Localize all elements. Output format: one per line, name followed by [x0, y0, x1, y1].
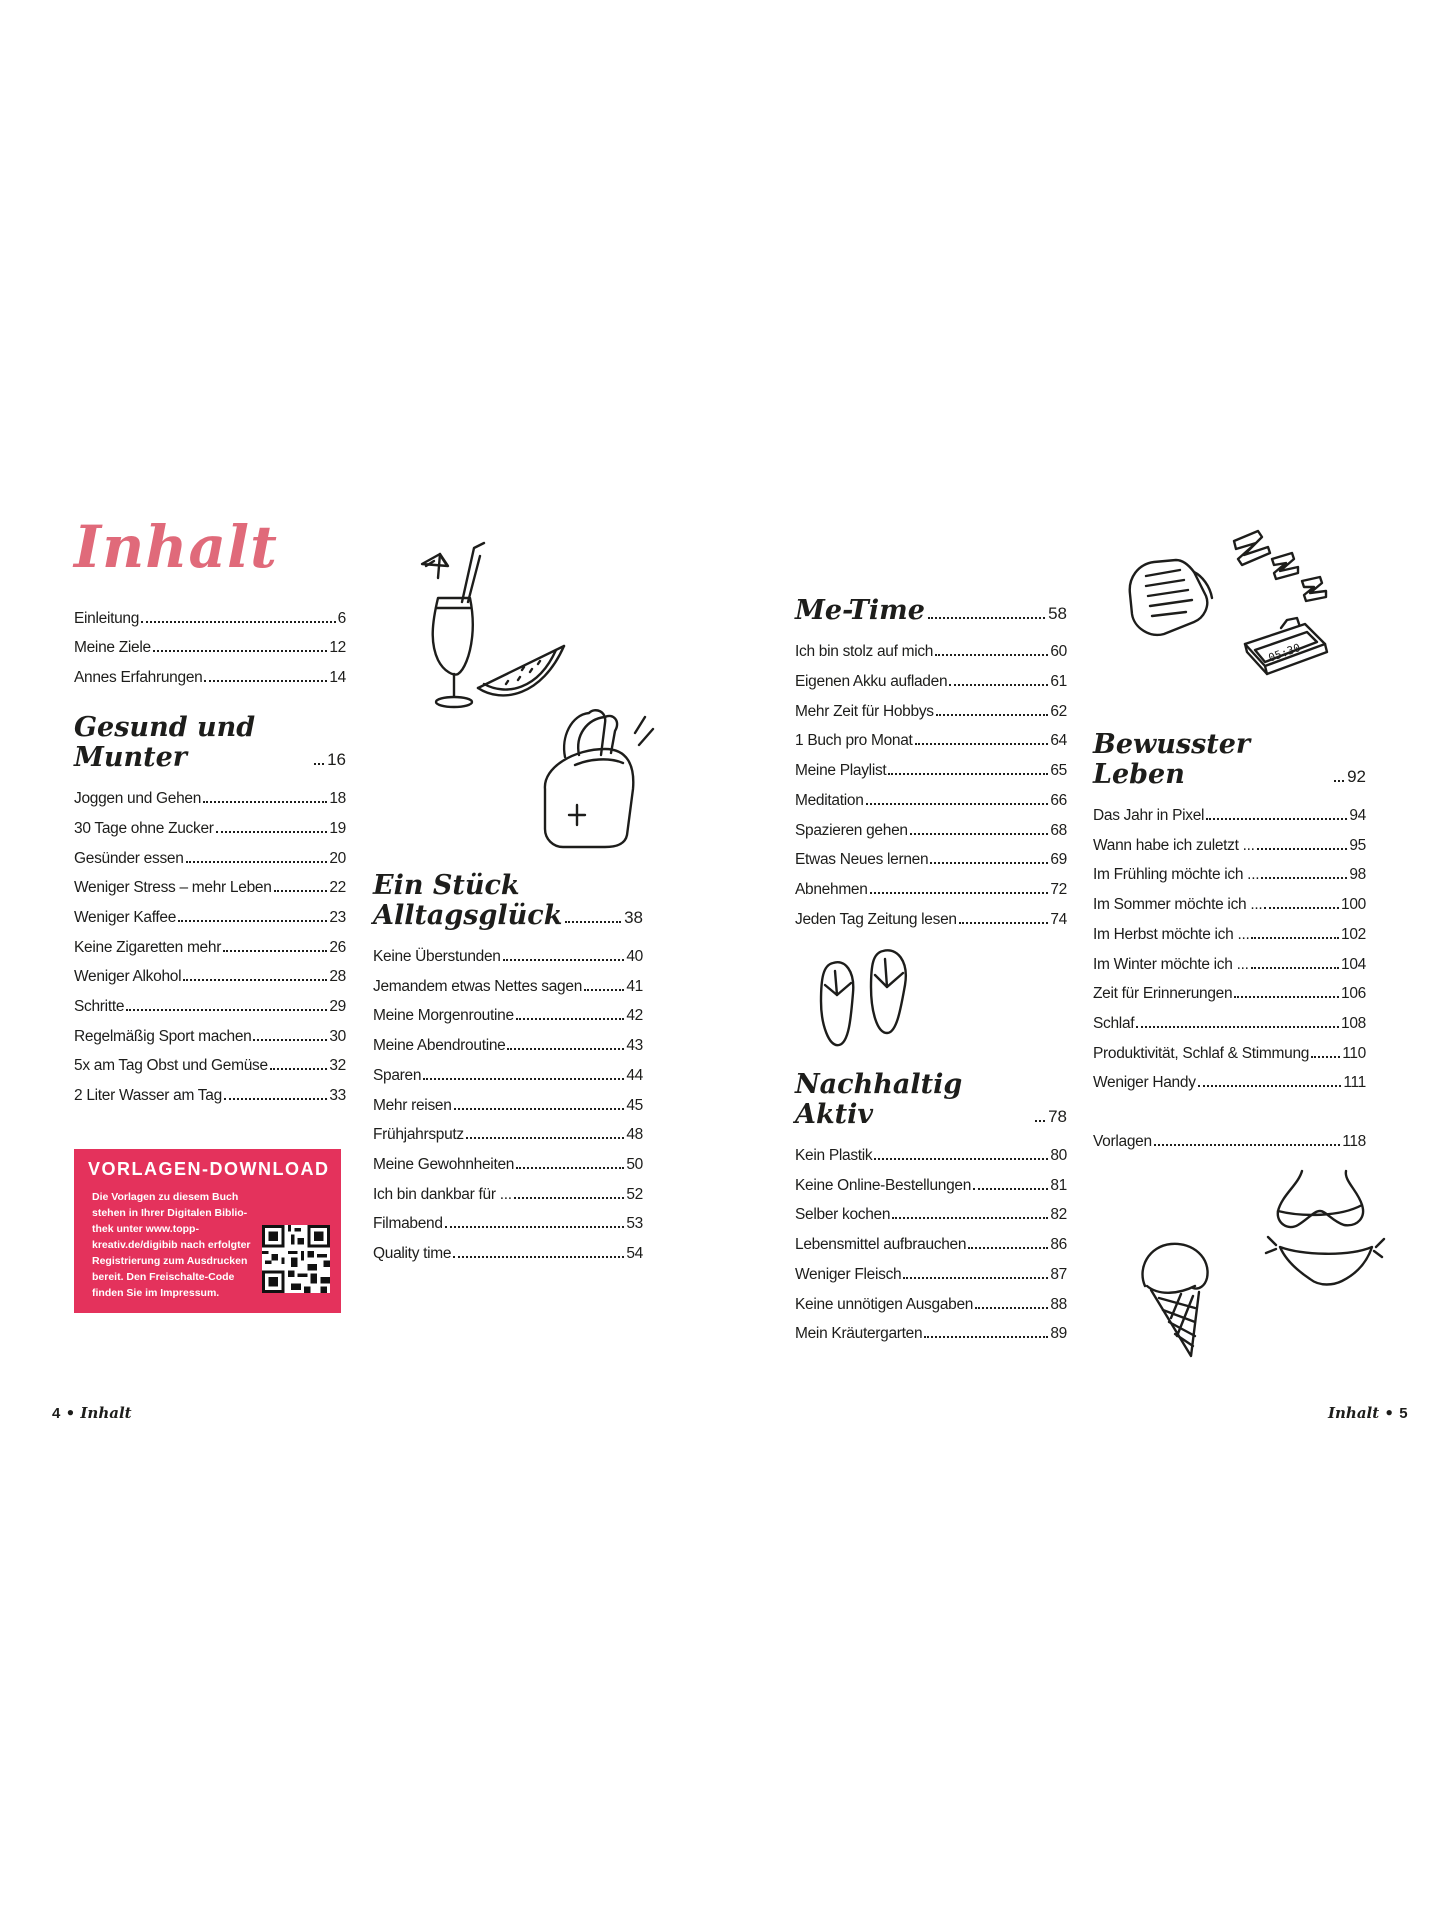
leader-dots: [224, 1098, 327, 1100]
entry-title: Gesünder essen: [74, 849, 184, 867]
toc-entry[interactable]: [373, 1025, 643, 1055]
entry-page: 72: [1050, 880, 1067, 898]
section-list-nachhaltig: [795, 1135, 1067, 1343]
leader-dots: [973, 1188, 1048, 1190]
leader-dots: [516, 1167, 624, 1169]
entry-title: Schritte: [74, 997, 125, 1015]
leader-dots: [910, 833, 1049, 835]
entry-title: Weniger Kaffee: [74, 908, 177, 926]
toc-entry[interactable]: [1093, 974, 1366, 1004]
entry-title: Im Winter möchte ich ...: [1093, 955, 1249, 973]
entry-page: 52: [626, 1185, 643, 1203]
leader-dots: [216, 831, 328, 833]
ice-cream-icon: [1135, 1238, 1215, 1363]
leader-dots: [466, 1137, 624, 1139]
entry-title: Meine Ziele: [74, 639, 151, 657]
footer-left-label: Inhalt: [80, 1404, 132, 1422]
watermelon-icon: [472, 638, 572, 713]
leader-dots: [223, 950, 327, 952]
entry-title: Produktivität, Schlaf & Stimmung: [1093, 1044, 1310, 1062]
entry-page: 86: [1050, 1236, 1067, 1254]
entry-page: 82: [1050, 1206, 1067, 1224]
toc-entry[interactable]: [795, 1284, 1067, 1314]
toc-column-1: [74, 513, 346, 1105]
entry-title: Meine Playlist: [795, 762, 887, 780]
leader-dots: [1198, 1085, 1342, 1087]
section-title: Nachhaltig Aktiv: [795, 1069, 963, 1130]
entry-title: Meine Gewohnheiten: [373, 1155, 515, 1173]
toc-column-4: [1093, 730, 1366, 1151]
section-list-metime: [795, 632, 1067, 929]
entry-page: 106: [1341, 985, 1366, 1003]
entry-page: 40: [626, 948, 643, 966]
section-heading-alltag[interactable]: [373, 871, 643, 930]
leader-dots: [1261, 877, 1347, 879]
intro-list: [74, 598, 346, 687]
section-heading-gesund[interactable]: [74, 713, 346, 772]
download-text: Die Vorlagen zu diesem Buch stehen in Ihrer Digitalen Biblio-thek unter www.topp-kreativ.de/digibib nach erfolgter Registrierung zum Ausdrucken bereit. Den Freischalte-Code finden Sie im Impressum.: [92, 1191, 251, 1299]
entry-title: Meditation: [795, 791, 864, 809]
entry-page: 110: [1342, 1044, 1366, 1062]
toc-entry[interactable]: [74, 657, 346, 687]
toc-entry-vorlagen[interactable]: [1093, 1121, 1366, 1151]
leader-dots: [930, 862, 1048, 864]
entry-page: 18: [329, 790, 346, 808]
entry-page: 88: [1050, 1295, 1067, 1313]
toc-entry[interactable]: [795, 1254, 1067, 1284]
section-page: 38: [624, 908, 643, 928]
newspaper-icon: [1124, 556, 1214, 641]
toc-entry[interactable]: [1093, 914, 1366, 944]
toc-entry[interactable]: [74, 868, 346, 898]
toc-entry[interactable]: [74, 986, 346, 1016]
entry-title: Ich bin dankbar für ...: [373, 1185, 512, 1203]
toc-entry[interactable]: [74, 927, 346, 957]
entry-page: 62: [1050, 702, 1067, 720]
entry-title: Weniger Alkohol: [74, 968, 182, 986]
leader-dots: [141, 621, 336, 623]
leader-dots: [1311, 1056, 1340, 1058]
leader-dots: [968, 1247, 1048, 1249]
entry-page: 68: [1050, 821, 1067, 839]
toc-column-3b: [795, 1070, 1067, 1343]
leader-dots: [516, 1018, 625, 1020]
footer-right-page: 5: [1399, 1405, 1408, 1422]
leader-dots: [903, 1277, 1048, 1279]
entry-page: 20: [329, 849, 346, 867]
leader-dots: [204, 680, 327, 682]
leader-dots: [514, 1197, 625, 1199]
entry-title: Weniger Stress – mehr Leben: [74, 879, 272, 897]
entry-page: 54: [626, 1244, 643, 1262]
leader-dots: [1136, 1026, 1339, 1028]
section-page: 78: [1048, 1107, 1067, 1127]
entry-title: Filmabend: [373, 1215, 443, 1233]
entry-title: Keine unnötigen Ausgaben: [795, 1295, 974, 1313]
entry-title: Im Frühling möchte ich ...: [1093, 866, 1260, 884]
entry-title: Meine Abendroutine: [373, 1037, 506, 1055]
entry-title: Meine Morgenroutine: [373, 1007, 514, 1025]
toc-column-2: [373, 871, 643, 1263]
section-page: 58: [1048, 603, 1067, 623]
entry-page: 53: [626, 1215, 643, 1233]
leader-dots: [565, 921, 621, 923]
leader-dots: [870, 892, 1049, 894]
leader-dots: [935, 654, 1048, 656]
toc-entry[interactable]: [795, 1165, 1067, 1195]
section-title-line1: Ein Stück: [373, 870, 520, 901]
entry-page: 41: [626, 977, 643, 995]
entry-title: Schlaf: [1093, 1014, 1135, 1032]
entry-page: 104: [1341, 955, 1366, 973]
leader-dots: [423, 1078, 624, 1080]
leader-dots: [445, 1226, 625, 1228]
section-page: 16: [327, 750, 346, 770]
toc-entry[interactable]: [795, 899, 1067, 929]
entry-page: 23: [329, 908, 346, 926]
entry-page: 45: [626, 1096, 643, 1114]
entry-page: 44: [626, 1066, 643, 1084]
entry-title: Einleitung: [74, 609, 140, 627]
qr-code-icon[interactable]: [262, 1225, 330, 1293]
toc-entry[interactable]: [74, 897, 346, 927]
toc-entry[interactable]: [373, 1085, 643, 1115]
toc-entry[interactable]: [74, 1046, 346, 1076]
entry-page: 94: [1349, 807, 1366, 825]
leader-dots: [1257, 848, 1348, 850]
toc-column-3: [795, 596, 1067, 929]
entry-page: 22: [329, 879, 346, 897]
section-list-gesund: [74, 778, 346, 1105]
entry-title: Mehr Zeit für Hobbys: [795, 702, 934, 720]
entry-page: 64: [1050, 732, 1067, 750]
entry-page: 102: [1341, 925, 1366, 943]
leader-dots: [183, 979, 327, 981]
section-title: Me-Time: [795, 595, 925, 626]
entry-page: 98: [1349, 866, 1366, 884]
entry-page: 89: [1050, 1325, 1067, 1343]
entry-page: 30: [329, 1027, 346, 1045]
leader-dots: [186, 861, 328, 863]
leader-dots: [584, 989, 624, 991]
entry-title: Quality time: [373, 1244, 452, 1262]
section-page: 92: [1347, 767, 1366, 787]
toc-entry[interactable]: [795, 780, 1067, 810]
entry-title: Eigenen Akku aufladen: [795, 673, 948, 691]
leader-dots: [975, 1307, 1048, 1309]
entry-page: 6: [337, 609, 346, 627]
entry-page: 65: [1050, 762, 1067, 780]
entry-title: Wann habe ich zuletzt ...: [1093, 836, 1255, 854]
toc-entry[interactable]: [373, 996, 643, 1026]
leader-dots: [253, 1039, 327, 1041]
toc-entry[interactable]: [795, 810, 1067, 840]
entry-page: 66: [1050, 791, 1067, 809]
leader-dots: [454, 1108, 625, 1110]
entry-title: Zeit für Erinnerungen: [1093, 985, 1233, 1003]
leader-dots: [1234, 996, 1339, 998]
toc-entry[interactable]: [795, 750, 1067, 780]
toc-entry[interactable]: [74, 598, 346, 628]
leader-dots: [153, 650, 328, 652]
leader-dots: [503, 959, 625, 961]
entry-title: Sparen: [373, 1066, 422, 1084]
entry-page: 32: [329, 1057, 346, 1075]
leader-dots: [1035, 1120, 1045, 1122]
toc-entry[interactable]: [1093, 825, 1366, 855]
entry-page: 48: [626, 1126, 643, 1144]
section-list-alltag: [373, 936, 643, 1263]
entry-title: Annes Erfahrungen: [74, 669, 203, 687]
toc-entry[interactable]: [373, 1055, 643, 1085]
leader-dots: [274, 890, 328, 892]
entry-page: 118: [1342, 1132, 1366, 1150]
toc-entry[interactable]: [373, 1115, 643, 1145]
leader-dots: [874, 1158, 1048, 1160]
footer-right-bullet: •: [1384, 1404, 1400, 1422]
leader-dots: [888, 773, 1048, 775]
leader-dots: [1206, 818, 1347, 820]
entry-title: Jemandem etwas Nettes sagen: [373, 977, 583, 995]
leader-dots: [314, 763, 324, 765]
entry-title: Frühjahrsputz: [373, 1126, 464, 1144]
toc-entry[interactable]: [373, 1174, 643, 1204]
section-title-line2: Alltagsglück: [373, 899, 563, 931]
section-title: Gesund und Munter: [74, 712, 256, 773]
entry-title: Weniger Fleisch: [795, 1265, 902, 1283]
entry-title: Regelmäßig Sport machen: [74, 1027, 252, 1045]
leader-dots: [936, 714, 1049, 716]
alarm-clock-icon: [1237, 610, 1337, 680]
bikini-icon: [1262, 1165, 1387, 1300]
toc-entry[interactable]: [74, 778, 346, 808]
footer-left: [52, 1404, 132, 1422]
footer-left-bullet: •: [65, 1404, 81, 1422]
entry-title: 5x am Tag Obst und Gemüse: [74, 1057, 268, 1075]
vorlagen-download-box[interactable]: [74, 1149, 341, 1313]
sleep-zzz-icon: [1228, 525, 1333, 610]
entry-page: 26: [329, 938, 346, 956]
entry-title: Joggen und Gehen: [74, 790, 202, 808]
entry-title: Jeden Tag Zeitung lesen: [795, 910, 957, 928]
entry-page: 61: [1050, 673, 1067, 691]
leader-dots: [1334, 780, 1344, 782]
footer-left-page: 4: [52, 1405, 61, 1422]
entry-title: Keine Online-Bestellungen: [795, 1176, 972, 1194]
entry-title: 30 Tage ohne Zucker: [74, 819, 214, 837]
entry-page: 80: [1050, 1147, 1067, 1165]
toc-entry[interactable]: [795, 1135, 1067, 1165]
clock-display-text: 05:30: [1266, 641, 1303, 665]
entry-title: Keine Zigaretten mehr: [74, 938, 222, 956]
toc-entry[interactable]: [74, 1016, 346, 1046]
entry-title: 1 Buch pro Monat: [795, 732, 913, 750]
entry-title: Lebensmittel aufbrauchen: [795, 1236, 967, 1254]
leader-dots: [924, 1336, 1048, 1338]
toc-entry[interactable]: [795, 691, 1067, 721]
toc-entry[interactable]: [373, 1233, 643, 1263]
toc-entry[interactable]: [795, 661, 1067, 691]
entry-title: Abnehmen: [795, 880, 868, 898]
entry-page: 100: [1341, 896, 1366, 914]
leader-dots: [1251, 937, 1339, 939]
leader-dots: [1251, 967, 1339, 969]
entry-page: 12: [329, 639, 346, 657]
download-heading: VORLAGEN-DOWNLOAD: [88, 1159, 330, 1179]
entry-title: Spazieren gehen: [795, 821, 908, 839]
toaster-icon: [535, 705, 660, 855]
footer-right-label: Inhalt: [1328, 1404, 1380, 1422]
toc-entry[interactable]: [795, 840, 1067, 870]
toc-entry[interactable]: [795, 1195, 1067, 1225]
entry-title: Im Herbst möchte ich ...: [1093, 925, 1250, 943]
entry-page: 28: [329, 968, 346, 986]
entry-page: 60: [1050, 643, 1067, 661]
leader-dots: [915, 743, 1049, 745]
toc-entry[interactable]: [1093, 1033, 1366, 1063]
entry-title: 2 Liter Wasser am Tag: [74, 1087, 222, 1104]
leader-dots: [507, 1048, 624, 1050]
section-title: Bewusster Leben: [1093, 729, 1251, 790]
section-heading-bewusst[interactable]: [1093, 730, 1366, 789]
entry-title: Im Sommer möchte ich ...: [1093, 896, 1263, 914]
entry-title: Keine Überstunden: [373, 948, 501, 966]
toc-entry[interactable]: [74, 1075, 346, 1105]
section-list-bewusst: [1093, 795, 1366, 1092]
flip-flops-icon: [813, 945, 923, 1050]
entry-page: 81: [1050, 1176, 1067, 1194]
entry-page: 14: [329, 669, 346, 687]
toc-entry[interactable]: [1093, 944, 1366, 974]
entry-title: Vorlagen: [1093, 1132, 1152, 1150]
toc-entry[interactable]: [795, 869, 1067, 899]
entry-page: 111: [1343, 1074, 1366, 1092]
entry-page: 108: [1341, 1014, 1366, 1032]
footer-right: [1328, 1404, 1408, 1422]
toc-entry[interactable]: [795, 721, 1067, 751]
leader-dots: [949, 684, 1048, 686]
entry-page: 29: [329, 997, 346, 1015]
leader-dots: [1154, 1144, 1340, 1146]
toc-entry[interactable]: [1093, 855, 1366, 885]
leader-dots: [959, 922, 1049, 924]
entry-title: Mehr reisen: [373, 1096, 452, 1114]
entry-page: 19: [329, 819, 346, 837]
entry-page: 43: [626, 1037, 643, 1055]
entry-title: Etwas Neues lernen: [795, 851, 929, 869]
toc-entry[interactable]: [373, 1144, 643, 1174]
leader-dots: [203, 801, 327, 803]
toc-entry[interactable]: [1093, 884, 1366, 914]
leader-dots: [126, 1009, 327, 1011]
entry-page: 74: [1050, 910, 1067, 928]
toc-entry[interactable]: [795, 1224, 1067, 1254]
leader-dots: [178, 920, 327, 922]
entry-title: Ich bin stolz auf mich: [795, 643, 934, 661]
leader-dots: [892, 1217, 1048, 1219]
toc-entry[interactable]: [373, 966, 643, 996]
leader-dots: [270, 1068, 328, 1070]
entry-page: 50: [626, 1155, 643, 1173]
entry-title: Kein Plastik: [795, 1147, 873, 1165]
toc-entry[interactable]: [795, 632, 1067, 662]
leader-dots: [866, 803, 1049, 805]
toc-entry[interactable]: [795, 1314, 1067, 1344]
entry-title: Selber kochen: [795, 1206, 891, 1224]
toc-entry[interactable]: [1093, 1063, 1366, 1093]
toc-entry[interactable]: [74, 628, 346, 658]
entry-title: Das Jahr in Pixel: [1093, 807, 1205, 825]
entry-page: 42: [626, 1007, 643, 1025]
toc-entry[interactable]: [1093, 795, 1366, 825]
toc-entry[interactable]: [373, 1204, 643, 1234]
entry-page: 69: [1050, 851, 1067, 869]
entry-page: 87: [1050, 1265, 1067, 1283]
toc-entry[interactable]: [74, 838, 346, 868]
leader-dots: [453, 1256, 624, 1258]
entry-page: 33: [329, 1087, 346, 1104]
entry-page: 95: [1349, 836, 1366, 854]
section-heading-nachhaltig[interactable]: [795, 1070, 1067, 1129]
toc-entry[interactable]: [373, 936, 643, 966]
toc-entry[interactable]: [1093, 1003, 1366, 1033]
leader-dots: [928, 617, 1045, 619]
leader-dots: [1264, 907, 1339, 909]
toc-entry[interactable]: [74, 808, 346, 838]
toc-title: Inhalt: [74, 513, 278, 581]
entry-title: Mein Kräutergarten: [795, 1325, 923, 1343]
entry-title: Weniger Handy: [1093, 1074, 1196, 1092]
toc-entry[interactable]: [74, 957, 346, 987]
section-heading-metime[interactable]: [795, 596, 1067, 626]
